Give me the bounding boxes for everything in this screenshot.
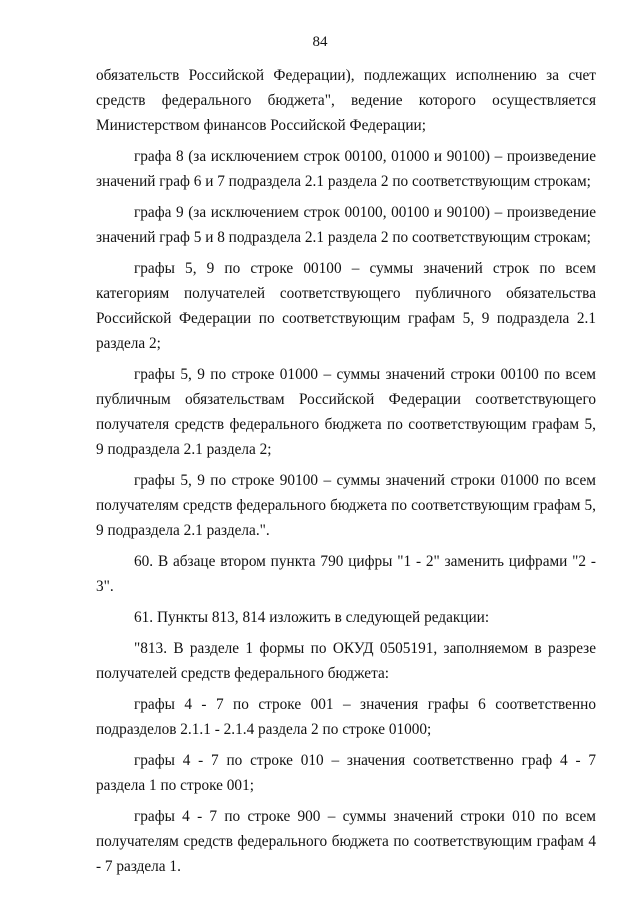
paragraph-column-9: графа 9 (за исключением строк 00100, 00100 и 90100) – произведение значений граф 5 и 8 подраздела 2.1 раздела 2 по соответствующим строкам;: [96, 204, 596, 246]
paragraph-row-01000: графы 5, 9 по строке 01000 – суммы значений строки 00100 по всем публичным обязательствам Российской Федерации соответствующего получателя средств федерального бюджета по соответствующим графам 5, 9 подраздела 2.1 раздела 2;: [96, 366, 596, 458]
paragraph-continuation: обязательств Российской Федерации), подлежащих исполнению за счет средств федерального бюджета", ведение которого осуществляется Министерством финансов Российской Федерации;: [96, 67, 596, 134]
paragraph-row-00100: графы 5, 9 по строке 00100 – суммы значений строк по всем категориям получателей соответствующего публичного обязательства Российской Федерации по соответствующим графам 5, 9 подраздела 2.1 раздела 2;: [96, 260, 596, 352]
paragraph-row-900: графы 4 - 7 по строке 900 – суммы значений строки 010 по всем получателям средств федерального бюджета по соответствующим графам 4 - 7 раздела 1.: [96, 808, 596, 875]
paragraph-column-8: графа 8 (за исключением строк 00100, 01000 и 90100) – произведение значений граф 6 и 7 подраздела 2.1 раздела 2 по соответствующим строкам;: [96, 148, 596, 190]
page-number: 84: [312, 34, 328, 50]
paragraph-row-90100: графы 5, 9 по строке 90100 – суммы значений строки 01000 по всем получателям средств федерального бюджета по соответствующим графам 5, 9 подраздела 2.1 раздела.".: [96, 472, 596, 539]
paragraph-item-61: 61. Пункты 813, 814 изложить в следующей редакции:: [134, 609, 490, 626]
paragraph-row-001: графы 4 - 7 по строке 001 – значения графы 6 соответственно подразделов 2.1.1 - 2.1.4 раздела 2 по строке 01000;: [96, 696, 596, 738]
paragraph-item-60: 60. В абзаце втором пункта 790 цифры "1 - 2" заменить цифрами "2 - 3".: [96, 553, 596, 595]
paragraph-row-010: графы 4 - 7 по строке 010 – значения соответственно граф 4 - 7 раздела 1 по строке 001;: [96, 752, 596, 794]
document-body: [96, 63, 596, 885]
paragraph-item-813: "813. В разделе 1 формы по ОКУД 0505191, заполняемом в разрезе получателей средств федерального бюджета:: [96, 640, 596, 682]
